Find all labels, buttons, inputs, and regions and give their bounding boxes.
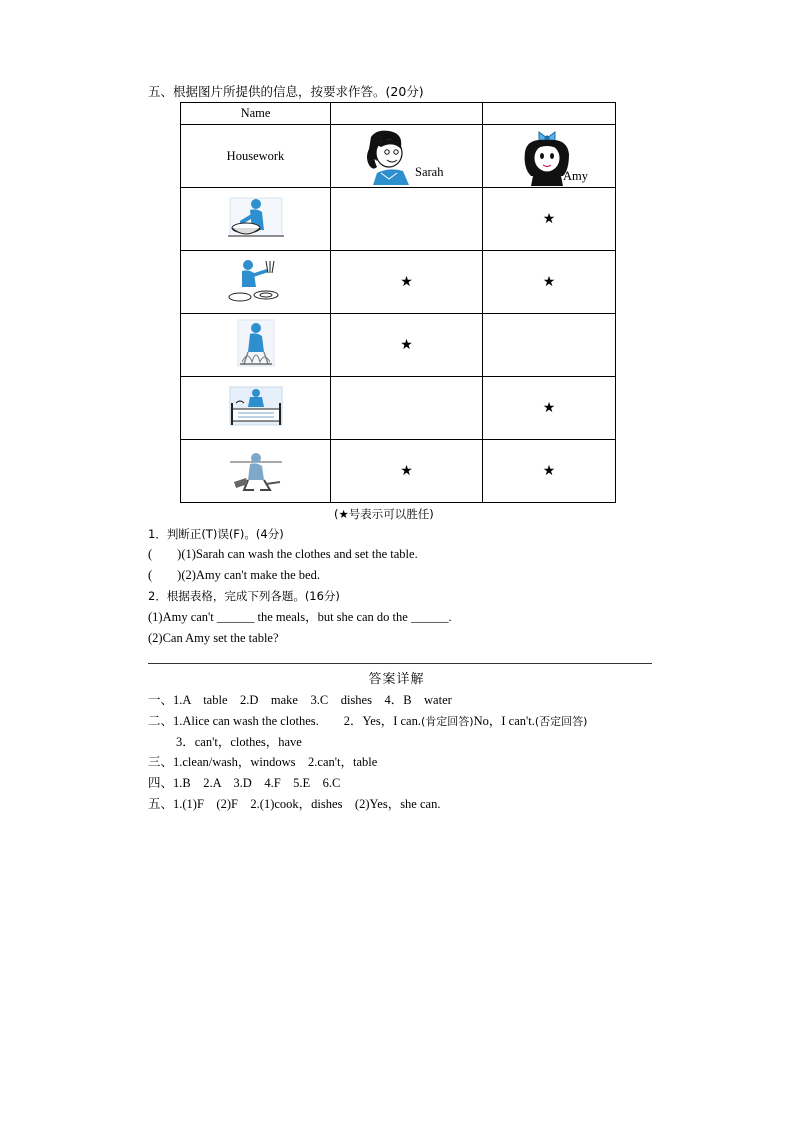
section-title: 五、根据图片所提供的信息，按要求作答。(20分)	[148, 84, 424, 99]
washing-dishes-icon	[226, 444, 286, 494]
sarah-label: Sarah	[415, 165, 444, 179]
answer-section-2: 二、1.Alice can wash the clothes. 2．Yes，I can.(肯定回答)No，I can't.(否定回答)	[148, 714, 588, 728]
row3-sarah-cell: ★	[331, 314, 483, 377]
amy-cell	[483, 125, 616, 188]
row5-amy-cell: ★	[483, 440, 616, 503]
answer-title: 答案详解	[368, 672, 425, 687]
q1-item: ( )(1)Sarah can wash the clothes and set the table.	[148, 547, 418, 561]
row1-sarah-cell	[331, 188, 483, 251]
answer-section-5: 五、1.(1)F (2)F 2.(1)cook，dishes (2)Yes，she can.	[148, 797, 441, 811]
row2-amy-cell: ★	[483, 251, 616, 314]
setting-table-icon	[226, 255, 286, 305]
making-bed-icon	[226, 381, 286, 431]
row2-sarah-cell: ★	[331, 251, 483, 314]
row4-icon-cell	[181, 377, 331, 440]
row1-amy-cell: ★	[483, 188, 616, 251]
q2-item: (1)Amy can't ______ the meals，but she can do the ______.	[148, 610, 452, 624]
row5-sarah-cell: ★	[331, 440, 483, 503]
row2-icon-cell	[181, 251, 331, 314]
washing-clothes-icon	[226, 192, 286, 242]
amy-label: Amy	[563, 169, 588, 183]
row1-icon-cell	[181, 188, 331, 251]
row4-sarah-cell	[331, 377, 483, 440]
cooking-icon	[226, 318, 286, 368]
answer-section-3: 三、1.clean/wash，windows 2.can't，table	[148, 755, 378, 769]
row5-icon-cell	[181, 440, 331, 503]
q1-item: ( )(2)Amy can't make the bed.	[148, 568, 320, 582]
name-header-cell: Name	[181, 103, 331, 125]
answer-section-4: 四、1.B 2.A 3.D 4.F 5.E 6.C	[148, 776, 341, 790]
answer-section-1: 一、1.A table 2.D make 3.C dishes 4．B water	[148, 693, 452, 707]
q1-title: 1．判断正(T)误(F)。(4分)	[148, 527, 284, 541]
table-note: (★号表示可以胜任)	[334, 507, 434, 521]
amy-portrait-icon	[503, 126, 613, 188]
sarah-cell	[331, 125, 483, 188]
sarah-portrait-icon	[351, 127, 461, 187]
row3-amy-cell	[483, 314, 616, 377]
row3-icon-cell	[181, 314, 331, 377]
q2-title: 2．根据表格，完成下列各题。(16分)	[148, 589, 340, 603]
housework-header-cell: Housework	[181, 125, 331, 188]
answer-section-2-line2: 3．can't，clothes，have	[176, 735, 302, 749]
row4-amy-cell: ★	[483, 377, 616, 440]
housework-table	[180, 102, 616, 503]
q2-item: (2)Can Amy set the table?	[148, 631, 279, 645]
divider	[148, 663, 652, 664]
